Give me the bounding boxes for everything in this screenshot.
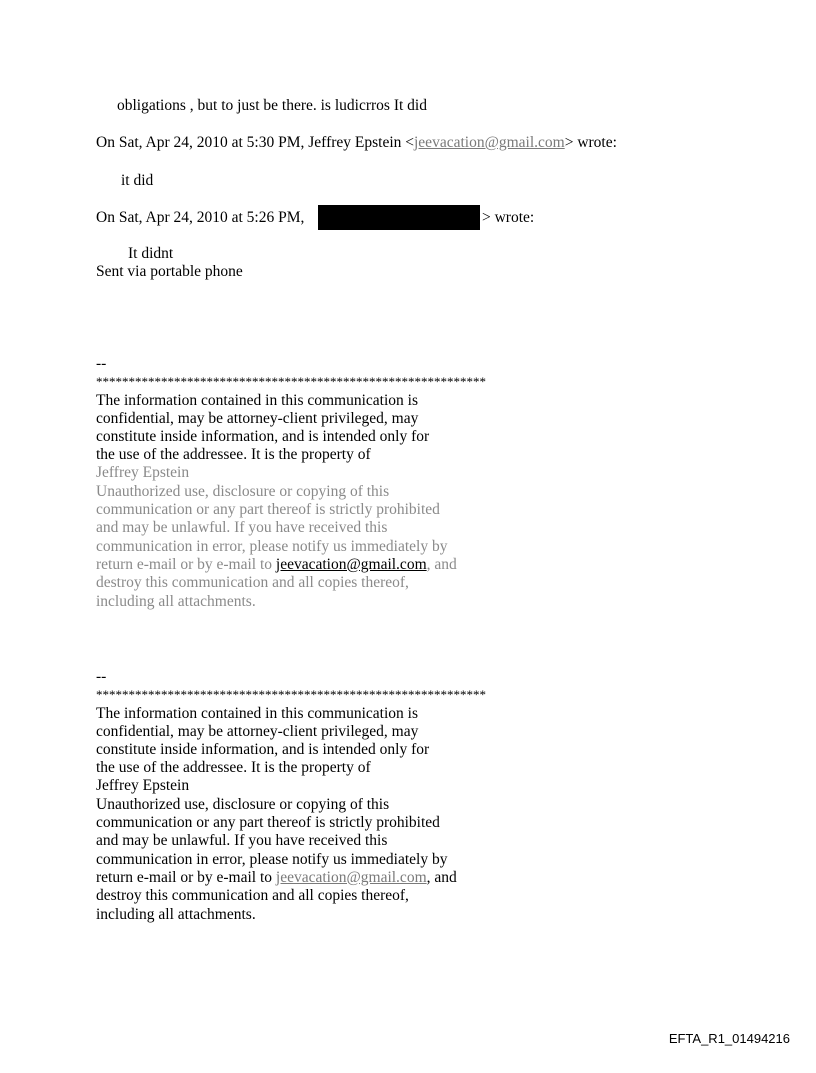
disclaimer-line: Jeffrey Epstein [96, 464, 190, 481]
disclaimer-line: including all attachments. [96, 593, 256, 610]
disclaimer-line: the use of the addressee. It is the property of [96, 446, 371, 463]
disclaimer-line [96, 869, 457, 887]
disclaimer-line: communication in error, please notify us immediately by [96, 851, 448, 868]
disclaimer-line: communication or any part thereof is strictly prohibited [96, 814, 440, 831]
email-link[interactable]: jeevacation@gmail.com [275, 869, 427, 886]
disclaimer-line: The information contained in this communication is [96, 392, 418, 409]
disclaimer-line: destroy this communication and all copies thereof, [96, 887, 409, 904]
separator-dash: -- [96, 355, 107, 372]
reply-header-text: On Sat, Apr 24, 2010 at 5:30 PM, Jeffrey Epstein < [96, 134, 414, 151]
message-line: It didnt [128, 245, 174, 262]
reply-header [96, 134, 617, 152]
disclaimer-line: including all attachments. [96, 906, 256, 923]
reply-header-suffix: > wrote: [482, 209, 535, 226]
email-link[interactable]: jeevacation@gmail.com [414, 134, 565, 151]
disclaimer-line: Unauthorized use, disclosure or copying of this [96, 796, 390, 813]
disclaimer-line: confidential, may be attorney-client privileged, may [96, 723, 419, 740]
disclaimer-line: Unauthorized use, disclosure or copying of this [96, 483, 390, 500]
message-line: it did [121, 172, 154, 189]
disclaimer-text: , and [426, 869, 457, 886]
disclaimer-text: return e-mail or by e-mail to [96, 556, 276, 573]
disclaimer-line: destroy this communication and all copies thereof, [96, 574, 409, 591]
disclaimer-line: constitute inside information, and is intended only for [96, 428, 430, 445]
disclaimer-line: confidential, may be attorney-client privileged, may [96, 410, 419, 427]
signature: Sent via portable phone [96, 263, 243, 280]
reply-header-text: > wrote: [564, 134, 617, 151]
disclaimer-text: return e-mail or by e-mail to [96, 869, 276, 886]
disclaimer-line: Jeffrey Epstein [96, 777, 190, 794]
disclaimer-line: communication in error, please notify us immediately by [96, 538, 448, 555]
separator-stars: ************************************************************ [96, 687, 486, 702]
message-line: obligations , but to just be there. is ludicrros It did [117, 97, 427, 114]
separator-stars: ************************************************************ [96, 374, 486, 389]
redaction-box [318, 205, 480, 230]
disclaimer-line: and may be unlawful. If you have received this [96, 519, 388, 536]
disclaimer-text: , and [426, 556, 457, 573]
bates-number: EFTA_R1_01494216 [668, 1031, 790, 1046]
email-link[interactable]: jeevacation@gmail.com [275, 556, 427, 573]
disclaimer-line: the use of the addressee. It is the property of [96, 759, 371, 776]
disclaimer-line: and may be unlawful. If you have received this [96, 832, 388, 849]
reply-header-prefix: On Sat, Apr 24, 2010 at 5:26 PM, [96, 209, 305, 226]
disclaimer-line: The information contained in this communication is [96, 705, 418, 722]
disclaimer-line: communication or any part thereof is strictly prohibited [96, 501, 440, 518]
disclaimer-line: constitute inside information, and is intended only for [96, 741, 430, 758]
disclaimer-line [96, 556, 457, 574]
separator-dash: -- [96, 668, 107, 685]
